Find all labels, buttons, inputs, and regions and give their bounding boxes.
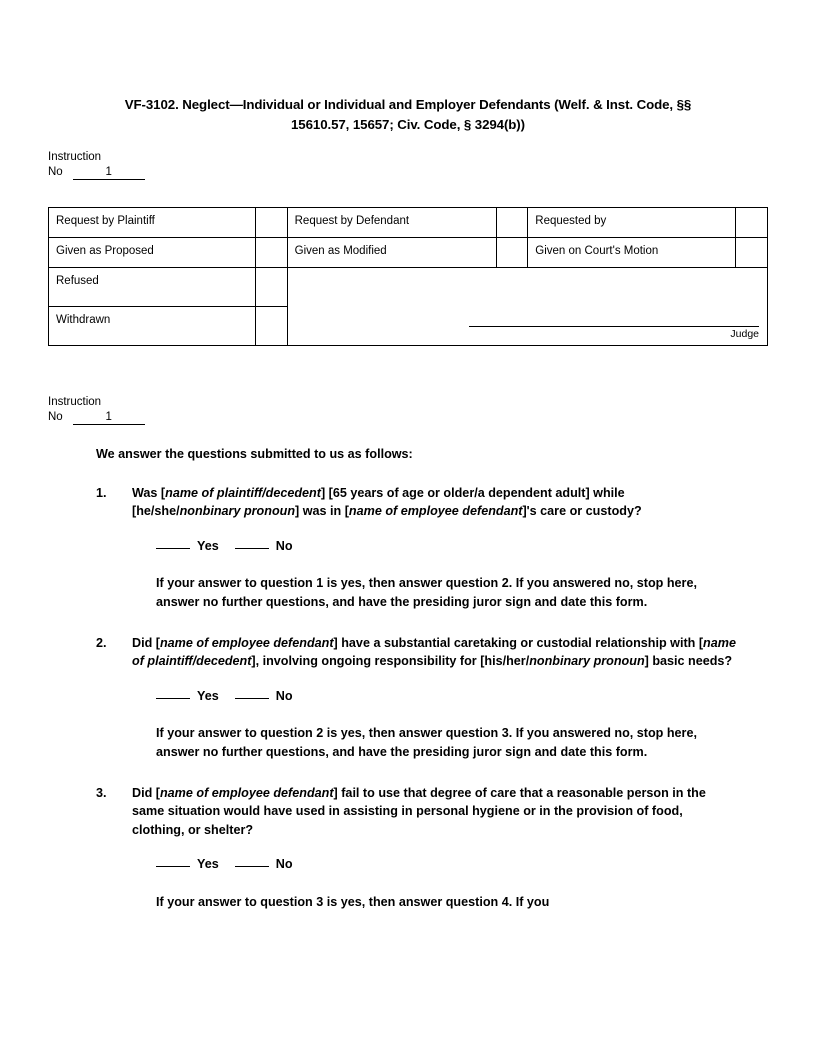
instruction-number-block-second <box>48 395 145 425</box>
cell-withdrawn-label: Withdrawn <box>49 307 256 346</box>
question-2-text: Did [name of employee defendant] have a substantial caretaking or custodial relationship with [name of plaintiff/decedent], involving ongoing responsibility for [his/her/nonbinary pronoun] basic needs? <box>132 635 736 669</box>
cell-requested-by-check[interactable] <box>736 208 768 238</box>
question-1-text: Was [name of plaintiff/decedent] [65 years of age or older/a dependent adult] while [he/she/nonbinary pronoun] was in [name of employee defendant]'s care or custody? <box>132 485 642 519</box>
answer-blank-yes-2[interactable] <box>156 698 190 699</box>
instruction-label-top: Instruction <box>48 151 102 163</box>
instruction-number-field-top[interactable]: 1 <box>73 166 145 180</box>
question-3 <box>96 784 736 840</box>
table-row <box>49 208 768 238</box>
instruction-number-field-second[interactable]: 1 <box>73 411 145 425</box>
answer-line-2 <box>156 687 736 706</box>
question-3-number: 3. <box>96 785 107 800</box>
question-2-number: 2. <box>96 635 107 650</box>
cell-request-by-defendant-check[interactable] <box>496 208 527 238</box>
answer-line-3 <box>156 855 736 874</box>
table-row <box>49 238 768 268</box>
cell-given-on-courts-motion-check[interactable] <box>736 238 768 268</box>
cell-given-as-modified-check[interactable] <box>496 238 527 268</box>
answer-label-no-2: No <box>275 688 293 703</box>
judge-signature-area <box>469 326 759 341</box>
page-title-line-2: & Inst. Code, §§ 15610.57, 15657; Civ. Code, § 3294(b)) <box>291 97 692 132</box>
answer-blank-yes-3[interactable] <box>156 866 190 867</box>
verdict-form-body <box>96 445 736 912</box>
instruction-number-block-top <box>48 150 145 180</box>
cell-given-as-proposed-label: Given as Proposed <box>49 238 256 268</box>
question-block-3 <box>96 784 736 912</box>
answer-label-yes-2: Yes <box>197 688 219 703</box>
answer-blank-yes-1[interactable] <box>156 548 190 549</box>
answer-blank-no-3[interactable] <box>235 866 269 867</box>
cell-request-by-defendant-label: Request by Defendant <box>287 208 496 238</box>
cell-request-by-plaintiff-check[interactable] <box>256 208 287 238</box>
question-1 <box>96 484 736 521</box>
cell-given-as-modified-label: Given as Modified <box>287 238 496 268</box>
question-3-text: Did [name of employee defendant] fail to use that degree of care that a reasonable person in the same situation would have used in assisting in personal hygiene or in the provision of food, clothing, or shelter? <box>132 785 706 837</box>
cell-request-by-plaintiff-label: Request by Plaintiff <box>49 208 256 238</box>
lead-in-text: We answer the questions submitted to us as follows: <box>96 447 413 461</box>
answer-label-yes-3: Yes <box>197 857 219 872</box>
judge-signature-label: Judge <box>730 328 759 340</box>
instruction-note-2: If your answer to question 2 is yes, then answer question 3. If you answered no, stop here, answer no further questions, and have the presiding juror sign and date this form. <box>156 726 697 759</box>
cell-refused-label: Refused <box>49 268 256 307</box>
question-1-number: 1. <box>96 485 107 500</box>
judge-signature-cell <box>287 268 767 346</box>
cell-requested-by-label: Requested by <box>528 208 736 238</box>
cell-given-on-courts-motion-label: Given on Court's Motion <box>528 238 736 268</box>
instruction-no-label-second: No <box>48 411 63 423</box>
cell-withdrawn-check[interactable] <box>256 307 287 346</box>
page-title-line-1: VF-3102. Neglect—Individual or Individual and Employer Defendants (Welf. <box>124 97 590 112</box>
question-block-2 <box>96 634 736 762</box>
instruction-note-1: If your answer to question 1 is yes, then answer question 2. If you answered no, stop here, answer no further questions, and have the presiding juror sign and date this form. <box>156 576 697 609</box>
instruction-no-label-top: No <box>48 166 63 178</box>
page-title <box>108 95 708 135</box>
question-2 <box>96 634 736 671</box>
answer-label-no-3: No <box>275 857 293 872</box>
answer-blank-no-2[interactable] <box>235 698 269 699</box>
answer-line-1 <box>156 537 736 556</box>
answer-label-no-1: No <box>275 538 293 553</box>
instruction-status-table <box>48 207 768 346</box>
table-row <box>49 268 768 307</box>
instruction-note-3: If your answer to question 3 is yes, then answer question 4. If you <box>156 894 550 909</box>
cell-refused-check[interactable] <box>256 268 287 307</box>
answer-blank-no-1[interactable] <box>235 548 269 549</box>
question-block-1 <box>96 484 736 612</box>
instruction-label-second: Instruction <box>48 396 102 408</box>
cell-given-as-proposed-check[interactable] <box>256 238 287 268</box>
answer-label-yes-1: Yes <box>197 538 219 553</box>
